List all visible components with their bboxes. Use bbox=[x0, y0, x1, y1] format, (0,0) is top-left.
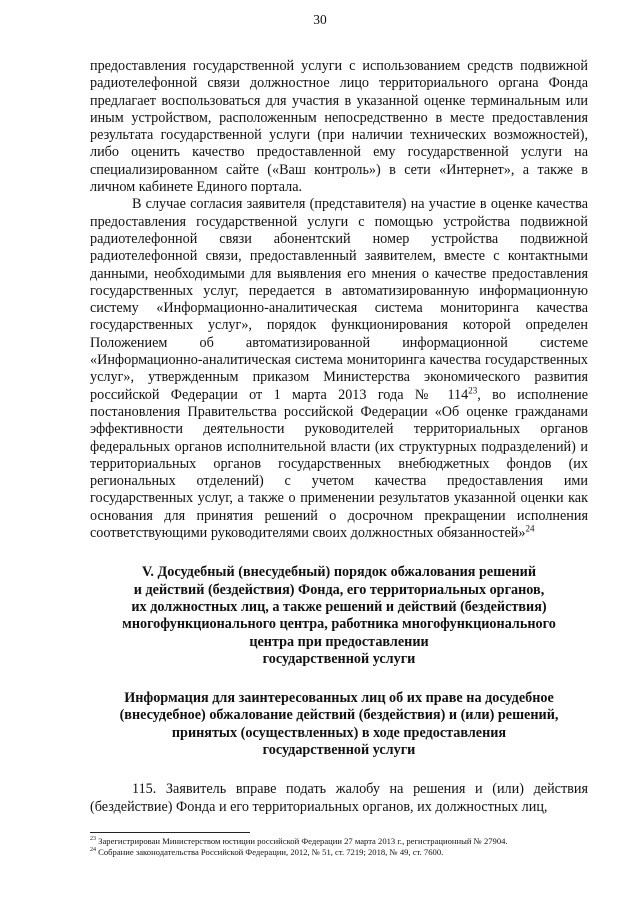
heading-line: многофункционального центра, работника многофункционального bbox=[122, 616, 556, 633]
subheading-line: государственной услуги bbox=[262, 741, 416, 758]
paragraph-2 bbox=[90, 196, 588, 542]
footnote-divider bbox=[90, 832, 250, 833]
heading-line: их должностных лиц, а также решений и действий (бездействия) bbox=[131, 598, 547, 615]
footnote-ref-24[interactable]: 24 bbox=[525, 523, 535, 534]
footnote-text: Зарегистрирован Министерством юстиции российской Федерации 27 марта 2013 г., регистрационный № 27904. bbox=[96, 836, 508, 846]
subsection-heading bbox=[90, 690, 588, 759]
page-number: 30 bbox=[313, 12, 327, 27]
document-body bbox=[90, 58, 588, 816]
paragraph-2-continuation: , во исполнение постановления Правительства российской Федерации «Об оценке гражданами эффективности деятельности руководителей территориальных органов федеральных органов исполнительной власти (их структурных подразделений) и территориальных органов государственных внебюджетных фондов (их региональных отделений) с учетом качества предоставления ими государственных услуг, а также о применении результатов указанной оценки как основания для принятия решений о досрочном прекращении исполнения соответствующими руководителями своих должностных обязанностей» bbox=[90, 386, 589, 542]
heading-line: и действий (бездействия) Фонда, его территориальных органов, bbox=[133, 581, 545, 598]
paragraph-1: предоставления государственной услуги с использованием средств подвижной радиотелефонной связи должностное лицо территориального органа Фонда предлагает воспользоваться для участия в указанной оценке терминальным или иным устройством, расположенным непосредственно в месте предоставления результата государственной услуги (при наличии технических возможностей), либо оценить качество предоставленной ему государственной услуги на специализированном сайте («Ваш контроль») в сети «Интернет», а также в личном кабинете Единого портала. bbox=[90, 58, 588, 196]
footnote-ref-23[interactable]: 23 bbox=[468, 384, 478, 395]
subheading-line: (внесудебное) обжалование действий (бездействия) и (или) решений, bbox=[119, 707, 559, 724]
heading-line: государственной услуги bbox=[262, 650, 416, 667]
heading-line: центра при предоставлении bbox=[249, 633, 429, 650]
heading-line: V. Досудебный (внесудебный) порядок обжалования решений bbox=[142, 564, 536, 581]
footnote-24 bbox=[90, 847, 588, 858]
subheading-line: Информация для заинтересованных лиц об их праве на досудебное bbox=[124, 690, 554, 707]
paragraph-2-text: В случае согласия заявителя (представителя) на участие в оценке качества предоставления государственной услуги с помощью устройства подвижной радиотелефонной связи абонентский номер устройства подвижной радиотелефонной связи, предоставленный заявителем, вместе с контактными данными, необходимыми для выявления его мнения о качестве предоставления государственных услуг, передается в автоматизированную информационную систему «Информационно-аналитическая система мониторинга качества государственных услуг», порядок функционирования которой определен Положением об автоматизированной информационной системе «Информационно-аналитическая система мониторинга качества государственных услуг», утвержденным приказом Министерства экономического развития российской Федерации от 1 марта 2013 года № 114 bbox=[90, 196, 588, 403]
subheading-line: принятых (осуществленных) в ходе предоставления bbox=[171, 724, 507, 741]
section-v-heading bbox=[90, 564, 588, 668]
footnotes bbox=[90, 832, 588, 858]
paragraph-115: 115. Заявитель вправе подать жалобу на решения и (или) действия (бездействие) Фонда и его территориальных органов, их должностных лиц, bbox=[90, 781, 588, 815]
footnote-text: Собрание законодательства Российской Федерации, 2012, № 51, ст. 7219; 2018, № 49, ст. 7600. bbox=[96, 847, 444, 857]
footnote-number: 24 bbox=[90, 847, 96, 854]
footnote-number: 23 bbox=[90, 836, 96, 843]
footnote-23 bbox=[90, 836, 588, 847]
